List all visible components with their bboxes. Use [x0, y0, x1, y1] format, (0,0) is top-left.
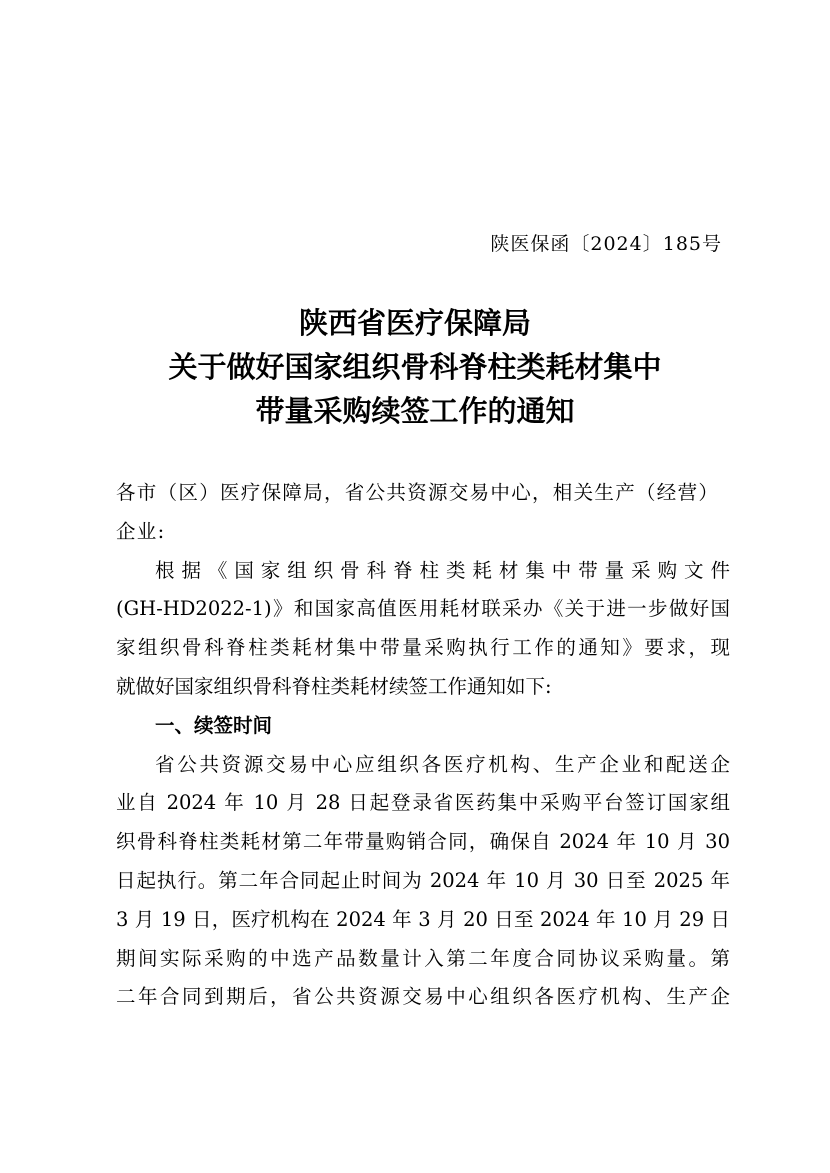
- paragraph-basis-line-4: 就做好国家组织骨科脊柱类耗材续签工作通知如下:: [116, 674, 552, 698]
- paragraph-renewal-line-1: 省公共资源交易中心应组织各医疗机构、生产企业和配送企: [155, 752, 730, 776]
- document-body: [116, 474, 730, 1017]
- paragraph-basis-line-1: 根据《国家组织骨科脊柱类耗材集中带量采购文件: [155, 558, 730, 582]
- paragraph-renewal-line-2: 业自 2024 年 10 月 28 日起登录省医药集中采购平台签订国家组: [116, 791, 730, 815]
- paragraph-renewal-line-7: 二年合同到期后，省公共资源交易中心组织各医疗机构、生产企: [116, 985, 730, 1009]
- paragraph-renewal-time: [116, 746, 730, 1018]
- recipients: [116, 474, 730, 552]
- title-line-3: 带量采购续签工作的通知: [255, 394, 575, 428]
- section-heading-renewal-time: 一、续签时间: [155, 713, 273, 737]
- title-line-1: 陕西省医疗保障局: [298, 306, 531, 340]
- recipients-line-2: 企业:: [116, 519, 166, 543]
- paragraph-basis-line-3: 家组织骨科脊柱类耗材集中带量采购执行工作的通知》要求，现: [116, 636, 730, 660]
- paragraph-renewal-line-3: 织骨科脊柱类耗材第二年带量购销合同，确保自 2024 年 10 月 30: [116, 830, 730, 854]
- paragraph-basis: [116, 552, 730, 707]
- paragraph-basis-line-2: (GH-HD2022-1)》和国家高值医用耗材联采办《关于进一步做好国: [116, 597, 730, 621]
- paragraph-renewal-line-5: 3 月 19 日，医疗机构在 2024 年 3 月 20 日至 2024 年 10 月 29 日: [116, 907, 730, 931]
- title-line-2: 关于做好国家组织骨科脊柱类耗材集中: [168, 350, 662, 384]
- document-number: 陕医保函〔2024〕185号: [490, 233, 722, 255]
- recipients-line-1: 各市（区）医疗保障局，省公共资源交易中心，相关生产（经营）: [116, 481, 720, 504]
- document-title: [0, 301, 830, 433]
- paragraph-renewal-line-4: 日起执行。第二年合同起止时间为 2024 年 10 月 30 日至 2025 年: [116, 868, 730, 892]
- paragraph-renewal-line-6: 期间实际采购的中选产品数量计入第二年度合同协议采购量。第: [116, 946, 730, 970]
